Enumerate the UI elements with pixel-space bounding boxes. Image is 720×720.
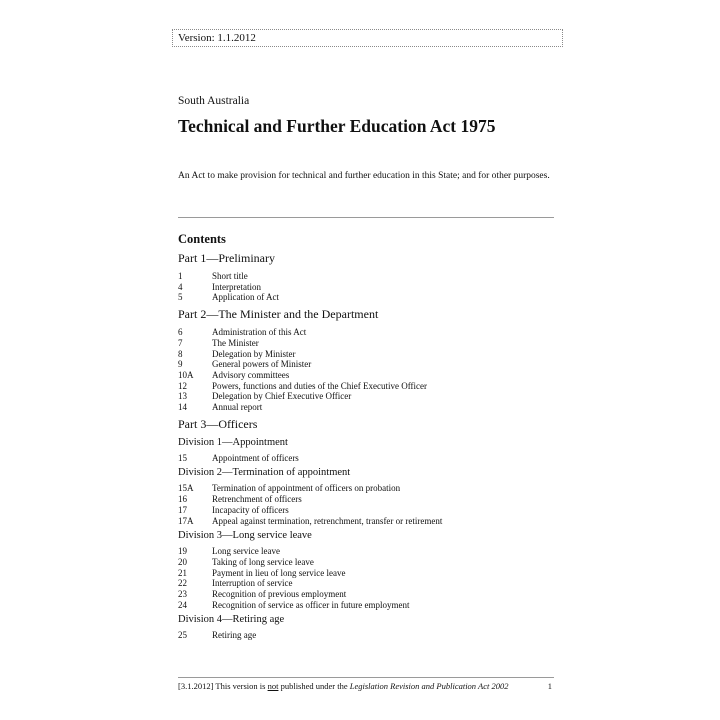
section-number: 7 bbox=[178, 337, 183, 348]
toc-entry[interactable] bbox=[178, 568, 558, 579]
part-heading: Part 2—The Minister and the Department bbox=[178, 307, 379, 322]
footer-text-b: published under the bbox=[278, 681, 350, 691]
toc-body bbox=[178, 251, 558, 641]
footer-date: [3.1.2012] bbox=[178, 681, 214, 691]
section-number: 19 bbox=[178, 546, 187, 557]
division-heading: Division 4—Retiring age bbox=[178, 614, 285, 626]
section-title: Long service leave bbox=[212, 546, 280, 557]
toc-entry[interactable] bbox=[178, 349, 558, 360]
section-title: Termination of appointment of officers on probation bbox=[212, 483, 401, 494]
section-number: 17A bbox=[178, 515, 194, 526]
section-number: 15A bbox=[178, 483, 194, 494]
section-number: 14 bbox=[178, 402, 187, 413]
section-number: 23 bbox=[178, 589, 187, 600]
page-number: 1 bbox=[547, 681, 552, 691]
section-title: The Minister bbox=[212, 337, 259, 348]
section-title: Delegation by Chief Executive Officer bbox=[212, 391, 352, 402]
section-title: Annual report bbox=[212, 402, 263, 413]
toc-entry[interactable] bbox=[178, 402, 558, 413]
divider-top bbox=[178, 217, 554, 218]
toc-section-list bbox=[178, 327, 558, 413]
toc-entry[interactable] bbox=[178, 600, 558, 611]
section-number: 16 bbox=[178, 494, 187, 505]
divider-bottom bbox=[178, 677, 554, 678]
section-number: 5 bbox=[178, 292, 183, 303]
section-number: 12 bbox=[178, 380, 187, 391]
section-number: 4 bbox=[178, 281, 183, 292]
section-number: 25 bbox=[178, 630, 187, 641]
section-title: Retrenchment of officers bbox=[212, 494, 302, 505]
toc-section-list bbox=[178, 483, 558, 526]
section-title: Payment in lieu of long service leave bbox=[212, 567, 346, 578]
footer-not: not bbox=[267, 681, 279, 691]
toc-section-list bbox=[178, 630, 558, 641]
section-title: Appointment of officers bbox=[212, 452, 299, 463]
act-title: Technical and Further Education Act 1975 bbox=[178, 116, 496, 136]
section-title: Powers, functions and duties of the Chief Executive Officer bbox=[212, 380, 428, 391]
division-heading: Division 2—Termination of appointment bbox=[178, 467, 351, 479]
toc-section-list bbox=[178, 546, 558, 610]
section-title: Recognition of previous employment bbox=[212, 589, 347, 600]
section-title: Short title bbox=[212, 271, 248, 281]
section-number: 20 bbox=[178, 556, 187, 567]
toc-entry[interactable] bbox=[178, 453, 558, 464]
section-number: 6 bbox=[178, 327, 183, 338]
section-number: 21 bbox=[178, 567, 187, 578]
jurisdiction: South Australia bbox=[178, 95, 250, 107]
section-title: Appeal against termination, retrenchment, transfer or retirement bbox=[212, 515, 443, 526]
page-footer bbox=[178, 681, 554, 691]
section-number: 22 bbox=[178, 578, 187, 589]
toc-entry[interactable] bbox=[178, 505, 558, 516]
footer-act-name: Legislation Revision and Publication Act 2002 bbox=[349, 681, 509, 691]
division-heading: Division 3—Long service leave bbox=[178, 530, 312, 542]
toc-entry[interactable] bbox=[178, 338, 558, 349]
section-title: Interruption of service bbox=[212, 578, 293, 589]
toc-section-list bbox=[178, 453, 558, 464]
section-number: 9 bbox=[178, 359, 183, 370]
toc-entry[interactable] bbox=[178, 494, 558, 505]
toc-section-list bbox=[178, 271, 558, 303]
part-heading: Part 1—Preliminary bbox=[178, 251, 275, 265]
toc-entry[interactable] bbox=[178, 630, 558, 641]
long-title: An Act to make provision for technical and further education in this State; and for other purposes. bbox=[178, 171, 550, 181]
toc-entry[interactable] bbox=[178, 391, 558, 402]
toc-entry[interactable] bbox=[178, 516, 558, 527]
contents-heading: Contents bbox=[178, 232, 226, 246]
table-of-contents bbox=[178, 232, 558, 643]
toc-entry[interactable] bbox=[178, 271, 558, 282]
section-title: Incapacity of officers bbox=[212, 504, 289, 515]
section-title: Advisory committees bbox=[212, 369, 290, 380]
section-title: Recognition of service as officer in future employment bbox=[212, 599, 410, 610]
toc-entry[interactable] bbox=[178, 578, 558, 589]
toc-entry[interactable] bbox=[178, 282, 558, 293]
toc-entry[interactable] bbox=[178, 359, 558, 370]
toc-entry[interactable] bbox=[178, 557, 558, 568]
section-number: 1 bbox=[178, 271, 183, 281]
version-box bbox=[172, 29, 563, 47]
section-number: 15 bbox=[178, 452, 187, 463]
toc-entry[interactable] bbox=[178, 546, 558, 557]
version-label: Version: 1.1.2012 bbox=[178, 32, 256, 44]
section-title: Application of Act bbox=[212, 292, 279, 303]
toc-entry[interactable] bbox=[178, 327, 558, 338]
section-title: Retiring age bbox=[212, 630, 257, 641]
section-title: General powers of Minister bbox=[212, 359, 312, 370]
section-title: Interpretation bbox=[212, 281, 261, 292]
part-heading: Part 3—Officers bbox=[178, 416, 258, 431]
toc-entry[interactable] bbox=[178, 589, 558, 600]
division-heading: Division 1—Appointment bbox=[178, 436, 288, 448]
toc-entry[interactable] bbox=[178, 370, 558, 381]
toc-entry[interactable] bbox=[178, 292, 558, 303]
toc-entry[interactable] bbox=[178, 381, 558, 392]
section-title: Delegation by Minister bbox=[212, 348, 296, 359]
section-number: 24 bbox=[178, 599, 187, 610]
section-number: 10A bbox=[178, 369, 194, 380]
section-title: Taking of long service leave bbox=[212, 556, 314, 567]
section-number: 8 bbox=[178, 348, 183, 359]
section-number: 13 bbox=[178, 391, 187, 402]
section-title: Administration of this Act bbox=[212, 327, 307, 338]
footer-text-a: This version is bbox=[213, 681, 268, 691]
section-number: 17 bbox=[178, 504, 187, 515]
toc-entry[interactable] bbox=[178, 483, 558, 494]
